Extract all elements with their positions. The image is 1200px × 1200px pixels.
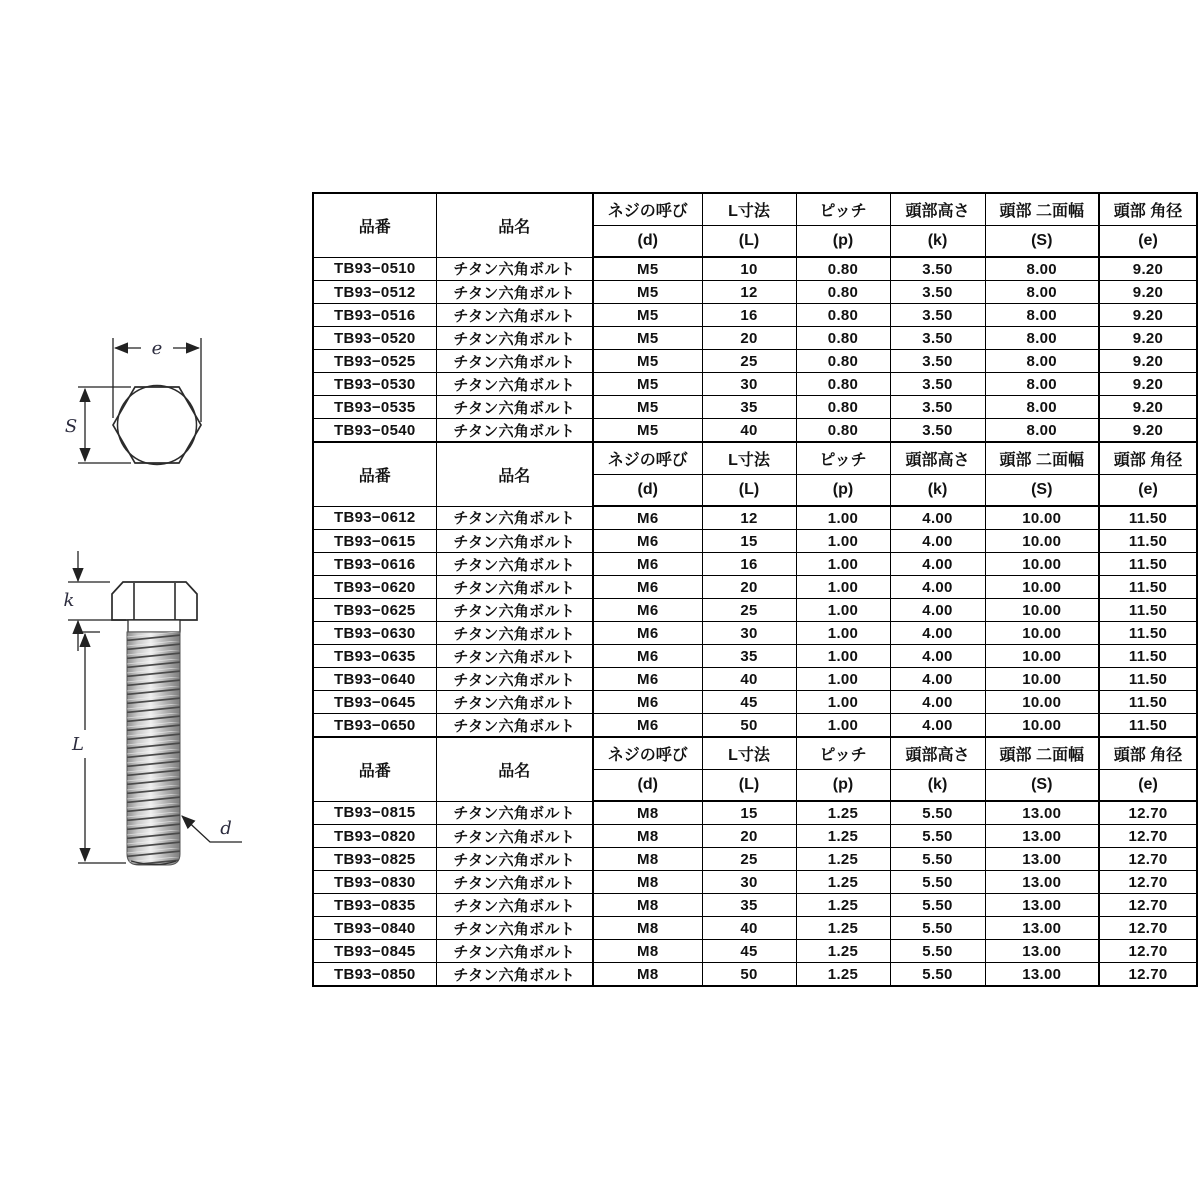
table-cell: 3.50 xyxy=(890,304,985,327)
table-cell: 1.00 xyxy=(796,691,890,714)
table-cell: M6 xyxy=(593,691,702,714)
table-cell: 11.50 xyxy=(1099,714,1197,738)
table-cell: 1.00 xyxy=(796,668,890,691)
table-row xyxy=(313,553,1197,576)
label-d: d xyxy=(220,818,232,839)
col-header-thread-dia: ネジの呼び xyxy=(593,737,702,770)
table-cell: M6 xyxy=(593,576,702,599)
table-cell: M8 xyxy=(593,801,702,825)
table-cell: 4.00 xyxy=(890,714,985,738)
table-row xyxy=(313,396,1197,419)
table-section-m6 xyxy=(313,442,1197,737)
table-section-m5 xyxy=(313,193,1197,442)
table-cell: TB93−0830 xyxy=(313,871,436,894)
col-header-thread-dia: ネジの呼び xyxy=(593,442,702,475)
table-cell: チタン六角ボルト xyxy=(436,327,593,350)
table-cell: 1.00 xyxy=(796,576,890,599)
table-cell: M8 xyxy=(593,917,702,940)
table-cell: 13.00 xyxy=(985,848,1099,871)
table-row xyxy=(313,871,1197,894)
table-cell: M6 xyxy=(593,530,702,553)
symbol-S: (S) xyxy=(985,770,1099,802)
table-cell: 5.50 xyxy=(890,801,985,825)
table-cell: 0.80 xyxy=(796,281,890,304)
symbol-L: (L) xyxy=(702,770,796,802)
table-cell: 4.00 xyxy=(890,599,985,622)
bolt-top-view xyxy=(65,338,201,465)
table-cell: チタン六角ボルト xyxy=(436,396,593,419)
table-cell: TB93−0630 xyxy=(313,622,436,645)
table-cell: チタン六角ボルト xyxy=(436,350,593,373)
table-cell: TB93−0535 xyxy=(313,396,436,419)
col-header-head-corner-dia: 頭部 角径 xyxy=(1099,442,1197,475)
table-cell: チタン六角ボルト xyxy=(436,599,593,622)
table-cell: 8.00 xyxy=(985,257,1099,281)
table-cell: TB93−0510 xyxy=(313,257,436,281)
symbol-e: (e) xyxy=(1099,770,1197,802)
table-cell: TB93−0616 xyxy=(313,553,436,576)
table-cell: 45 xyxy=(702,691,796,714)
table-cell: 12 xyxy=(702,506,796,530)
table-cell: 1.00 xyxy=(796,553,890,576)
table-cell: TB93−0612 xyxy=(313,506,436,530)
table-cell: 13.00 xyxy=(985,963,1099,987)
table-cell: 12.70 xyxy=(1099,801,1197,825)
table-cell: 9.20 xyxy=(1099,327,1197,350)
table-cell: 5.50 xyxy=(890,871,985,894)
table-cell: 1.25 xyxy=(796,963,890,987)
symbol-e: (e) xyxy=(1099,475,1197,507)
table-cell: 10.00 xyxy=(985,668,1099,691)
table-cell: 1.00 xyxy=(796,645,890,668)
table-cell: 10.00 xyxy=(985,645,1099,668)
label-e: e xyxy=(151,338,163,359)
table-cell: 11.50 xyxy=(1099,576,1197,599)
col-header-part-number: 品番 xyxy=(313,442,436,506)
table-cell: 8.00 xyxy=(985,304,1099,327)
table-cell: 40 xyxy=(702,419,796,443)
table-row xyxy=(313,373,1197,396)
table-cell: 5.50 xyxy=(890,963,985,987)
table-row xyxy=(313,576,1197,599)
table-cell: 25 xyxy=(702,350,796,373)
table-cell: 1.00 xyxy=(796,622,890,645)
symbol-S: (S) xyxy=(985,475,1099,507)
table-cell: チタン六角ボルト xyxy=(436,576,593,599)
table-cell: M5 xyxy=(593,396,702,419)
table-cell: TB93−0815 xyxy=(313,801,436,825)
symbol-d: (d) xyxy=(593,770,702,802)
spec-table-container xyxy=(312,192,1198,987)
table-cell: チタン六角ボルト xyxy=(436,825,593,848)
col-header-pitch: ピッチ xyxy=(796,193,890,226)
table-cell: TB93−0820 xyxy=(313,825,436,848)
spec-table xyxy=(312,192,1198,987)
table-cell: 40 xyxy=(702,668,796,691)
table-cell: TB93−0635 xyxy=(313,645,436,668)
table-cell: 8.00 xyxy=(985,327,1099,350)
table-cell: チタン六角ボルト xyxy=(436,691,593,714)
hex-head-side xyxy=(112,582,197,620)
table-row xyxy=(313,963,1197,987)
table-cell: チタン六角ボルト xyxy=(436,281,593,304)
table-cell: 11.50 xyxy=(1099,506,1197,530)
table-cell: 3.50 xyxy=(890,396,985,419)
table-cell: 35 xyxy=(702,894,796,917)
col-header-length: L寸法 xyxy=(702,442,796,475)
table-cell: 1.25 xyxy=(796,894,890,917)
hex-head-outline xyxy=(113,387,201,463)
col-header-part-name: 品名 xyxy=(436,442,593,506)
header-row xyxy=(313,737,1197,770)
table-cell: TB93−0825 xyxy=(313,848,436,871)
col-header-pitch: ピッチ xyxy=(796,442,890,475)
symbol-e: (e) xyxy=(1099,226,1197,258)
table-cell: 12.70 xyxy=(1099,871,1197,894)
table-cell: 16 xyxy=(702,553,796,576)
table-cell: TB93−0615 xyxy=(313,530,436,553)
table-row xyxy=(313,848,1197,871)
col-header-head-height: 頭部高さ xyxy=(890,442,985,475)
table-cell: 20 xyxy=(702,825,796,848)
symbol-p: (p) xyxy=(796,475,890,507)
table-cell: チタン六角ボルト xyxy=(436,963,593,987)
table-cell: 16 xyxy=(702,304,796,327)
table-cell: 5.50 xyxy=(890,917,985,940)
table-cell: 12.70 xyxy=(1099,894,1197,917)
table-cell: チタン六角ボルト xyxy=(436,373,593,396)
table-cell: 4.00 xyxy=(890,668,985,691)
col-header-head-height: 頭部高さ xyxy=(890,737,985,770)
table-cell: TB93−0850 xyxy=(313,963,436,987)
table-cell: 10.00 xyxy=(985,576,1099,599)
table-cell: 11.50 xyxy=(1099,645,1197,668)
table-cell: チタン六角ボルト xyxy=(436,419,593,443)
table-row xyxy=(313,350,1197,373)
table-cell: M8 xyxy=(593,940,702,963)
label-L: L xyxy=(72,734,84,755)
table-cell: 13.00 xyxy=(985,917,1099,940)
table-cell: 4.00 xyxy=(890,553,985,576)
table-cell: TB93−0835 xyxy=(313,894,436,917)
table-cell: 11.50 xyxy=(1099,553,1197,576)
table-cell: 8.00 xyxy=(985,350,1099,373)
table-cell: 1.25 xyxy=(796,801,890,825)
symbol-p: (p) xyxy=(796,226,890,258)
symbol-p: (p) xyxy=(796,770,890,802)
table-row xyxy=(313,714,1197,738)
table-cell: M8 xyxy=(593,871,702,894)
table-cell: 3.50 xyxy=(890,373,985,396)
table-row xyxy=(313,917,1197,940)
table-cell: TB93−0540 xyxy=(313,419,436,443)
table-cell: 50 xyxy=(702,714,796,738)
table-cell: チタン六角ボルト xyxy=(436,257,593,281)
table-cell: M5 xyxy=(593,419,702,443)
table-cell: 12.70 xyxy=(1099,825,1197,848)
table-cell: M6 xyxy=(593,599,702,622)
table-cell: 10.00 xyxy=(985,691,1099,714)
table-cell: 1.25 xyxy=(796,848,890,871)
table-row xyxy=(313,599,1197,622)
table-cell: 10.00 xyxy=(985,506,1099,530)
table-cell: 13.00 xyxy=(985,871,1099,894)
table-cell: 30 xyxy=(702,373,796,396)
col-header-head-corner-dia: 頭部 角径 xyxy=(1099,737,1197,770)
table-cell: 0.80 xyxy=(796,327,890,350)
table-cell: 0.80 xyxy=(796,419,890,443)
table-cell: TB93−0845 xyxy=(313,940,436,963)
table-cell: M6 xyxy=(593,506,702,530)
table-section-m8 xyxy=(313,737,1197,986)
col-header-width-across-flats: 頭部 二面幅 xyxy=(985,193,1099,226)
table-cell: チタン六角ボルト xyxy=(436,622,593,645)
table-row xyxy=(313,506,1197,530)
table-cell: 9.20 xyxy=(1099,281,1197,304)
symbol-k: (k) xyxy=(890,475,985,507)
table-cell: 9.20 xyxy=(1099,419,1197,443)
table-cell: M6 xyxy=(593,645,702,668)
table-cell: 10 xyxy=(702,257,796,281)
table-cell: 12.70 xyxy=(1099,940,1197,963)
table-cell: TB93−0525 xyxy=(313,350,436,373)
table-cell: TB93−0625 xyxy=(313,599,436,622)
col-header-width-across-flats: 頭部 二面幅 xyxy=(985,737,1099,770)
table-cell: M8 xyxy=(593,894,702,917)
table-cell: M8 xyxy=(593,963,702,987)
table-row xyxy=(313,327,1197,350)
table-cell: 1.25 xyxy=(796,917,890,940)
table-cell: 10.00 xyxy=(985,714,1099,738)
bolt-neck xyxy=(128,620,180,632)
table-cell: 40 xyxy=(702,917,796,940)
table-cell: TB93−0516 xyxy=(313,304,436,327)
table-row xyxy=(313,622,1197,645)
table-cell: 0.80 xyxy=(796,373,890,396)
col-header-width-across-flats: 頭部 二面幅 xyxy=(985,442,1099,475)
table-cell: 8.00 xyxy=(985,396,1099,419)
table-cell: 45 xyxy=(702,940,796,963)
table-cell: 15 xyxy=(702,530,796,553)
table-cell: チタン六角ボルト xyxy=(436,506,593,530)
col-header-part-name: 品名 xyxy=(436,737,593,801)
table-cell: 10.00 xyxy=(985,530,1099,553)
table-cell: チタン六角ボルト xyxy=(436,917,593,940)
table-cell: 8.00 xyxy=(985,281,1099,304)
table-cell: 8.00 xyxy=(985,373,1099,396)
symbol-L: (L) xyxy=(702,226,796,258)
table-cell: TB93−0530 xyxy=(313,373,436,396)
table-cell: 1.25 xyxy=(796,940,890,963)
table-cell: M8 xyxy=(593,825,702,848)
table-cell: チタン六角ボルト xyxy=(436,848,593,871)
table-cell: 0.80 xyxy=(796,396,890,419)
table-cell: M5 xyxy=(593,327,702,350)
table-cell: 5.50 xyxy=(890,894,985,917)
table-cell: M6 xyxy=(593,714,702,738)
table-cell: 4.00 xyxy=(890,506,985,530)
table-cell: 12 xyxy=(702,281,796,304)
table-cell: 0.80 xyxy=(796,257,890,281)
table-cell: 12.70 xyxy=(1099,917,1197,940)
col-header-pitch: ピッチ xyxy=(796,737,890,770)
symbol-S: (S) xyxy=(985,226,1099,258)
table-cell: 11.50 xyxy=(1099,530,1197,553)
table-cell: 35 xyxy=(702,645,796,668)
table-cell: 11.50 xyxy=(1099,691,1197,714)
table-cell: 8.00 xyxy=(985,419,1099,443)
table-cell: 50 xyxy=(702,963,796,987)
table-cell: 5.50 xyxy=(890,848,985,871)
table-cell: 4.00 xyxy=(890,530,985,553)
table-row xyxy=(313,691,1197,714)
table-cell: 11.50 xyxy=(1099,622,1197,645)
symbol-k: (k) xyxy=(890,770,985,802)
table-cell: 12.70 xyxy=(1099,848,1197,871)
table-cell: 3.50 xyxy=(890,350,985,373)
label-S: S xyxy=(64,416,78,437)
table-cell: 9.20 xyxy=(1099,257,1197,281)
table-cell: 1.00 xyxy=(796,530,890,553)
table-cell: 1.00 xyxy=(796,714,890,738)
table-cell: 15 xyxy=(702,801,796,825)
table-cell: 0.80 xyxy=(796,350,890,373)
col-header-head-height: 頭部高さ xyxy=(890,193,985,226)
table-cell: 13.00 xyxy=(985,825,1099,848)
table-cell: 1.25 xyxy=(796,871,890,894)
table-row xyxy=(313,645,1197,668)
table-cell: M5 xyxy=(593,281,702,304)
bolt-dimension-diagram xyxy=(30,300,310,940)
table-row xyxy=(313,304,1197,327)
table-cell: TB93−0650 xyxy=(313,714,436,738)
col-header-length: L寸法 xyxy=(702,193,796,226)
table-cell: チタン六角ボルト xyxy=(436,530,593,553)
symbol-d: (d) xyxy=(593,475,702,507)
table-cell: TB93−0520 xyxy=(313,327,436,350)
table-cell: 12.70 xyxy=(1099,963,1197,987)
table-cell: M5 xyxy=(593,350,702,373)
table-cell: 1.25 xyxy=(796,825,890,848)
table-cell: M5 xyxy=(593,304,702,327)
table-cell: 35 xyxy=(702,396,796,419)
table-row xyxy=(313,894,1197,917)
table-cell: 4.00 xyxy=(890,645,985,668)
table-cell: 5.50 xyxy=(890,825,985,848)
col-header-head-corner-dia: 頭部 角径 xyxy=(1099,193,1197,226)
table-cell: チタン六角ボルト xyxy=(436,871,593,894)
table-cell: 9.20 xyxy=(1099,350,1197,373)
table-cell: 3.50 xyxy=(890,419,985,443)
table-row xyxy=(313,801,1197,825)
table-cell: 11.50 xyxy=(1099,599,1197,622)
table-cell: 4.00 xyxy=(890,576,985,599)
table-cell: 9.20 xyxy=(1099,396,1197,419)
table-cell: 5.50 xyxy=(890,940,985,963)
bolt-side-view xyxy=(64,551,242,865)
table-row xyxy=(313,668,1197,691)
table-cell: チタン六角ボルト xyxy=(436,645,593,668)
table-cell: TB93−0840 xyxy=(313,917,436,940)
table-row xyxy=(313,825,1197,848)
header-row xyxy=(313,193,1197,226)
table-cell: チタン六角ボルト xyxy=(436,940,593,963)
table-cell: 10.00 xyxy=(985,599,1099,622)
col-header-part-number: 品番 xyxy=(313,193,436,257)
table-row xyxy=(313,257,1197,281)
table-cell: TB93−0512 xyxy=(313,281,436,304)
col-header-part-name: 品名 xyxy=(436,193,593,257)
col-header-part-number: 品番 xyxy=(313,737,436,801)
table-cell: 1.00 xyxy=(796,506,890,530)
table-cell: 3.50 xyxy=(890,327,985,350)
table-cell: TB93−0640 xyxy=(313,668,436,691)
table-cell: 3.50 xyxy=(890,281,985,304)
symbol-k: (k) xyxy=(890,226,985,258)
table-cell: 13.00 xyxy=(985,894,1099,917)
col-header-thread-dia: ネジの呼び xyxy=(593,193,702,226)
label-k: k xyxy=(63,590,75,611)
table-row xyxy=(313,530,1197,553)
symbol-L: (L) xyxy=(702,475,796,507)
table-cell: 1.00 xyxy=(796,599,890,622)
table-cell: M5 xyxy=(593,373,702,396)
header-row xyxy=(313,442,1197,475)
table-cell: 13.00 xyxy=(985,940,1099,963)
table-cell: 13.00 xyxy=(985,801,1099,825)
table-cell: M5 xyxy=(593,257,702,281)
table-cell: チタン六角ボルト xyxy=(436,801,593,825)
table-row xyxy=(313,419,1197,443)
table-cell: M8 xyxy=(593,848,702,871)
table-row xyxy=(313,940,1197,963)
table-cell: 25 xyxy=(702,848,796,871)
table-cell: チタン六角ボルト xyxy=(436,668,593,691)
table-cell: 9.20 xyxy=(1099,304,1197,327)
table-cell: TB93−0620 xyxy=(313,576,436,599)
table-cell: チタン六角ボルト xyxy=(436,304,593,327)
table-cell: 3.50 xyxy=(890,257,985,281)
table-cell: 20 xyxy=(702,576,796,599)
leader-d xyxy=(182,816,242,842)
symbol-d: (d) xyxy=(593,226,702,258)
table-cell: 4.00 xyxy=(890,622,985,645)
col-header-length: L寸法 xyxy=(702,737,796,770)
table-cell: 9.20 xyxy=(1099,373,1197,396)
table-cell: M6 xyxy=(593,668,702,691)
table-cell: チタン六角ボルト xyxy=(436,714,593,738)
table-cell: M6 xyxy=(593,622,702,645)
table-row xyxy=(313,281,1197,304)
table-cell: 11.50 xyxy=(1099,668,1197,691)
table-cell: 30 xyxy=(702,871,796,894)
table-cell: 30 xyxy=(702,622,796,645)
table-cell: 10.00 xyxy=(985,553,1099,576)
table-cell: 0.80 xyxy=(796,304,890,327)
table-cell: 10.00 xyxy=(985,622,1099,645)
table-cell: M6 xyxy=(593,553,702,576)
table-cell: TB93−0645 xyxy=(313,691,436,714)
table-cell: 20 xyxy=(702,327,796,350)
table-cell: 25 xyxy=(702,599,796,622)
table-cell: チタン六角ボルト xyxy=(436,553,593,576)
table-cell: チタン六角ボルト xyxy=(436,894,593,917)
table-cell: 4.00 xyxy=(890,691,985,714)
